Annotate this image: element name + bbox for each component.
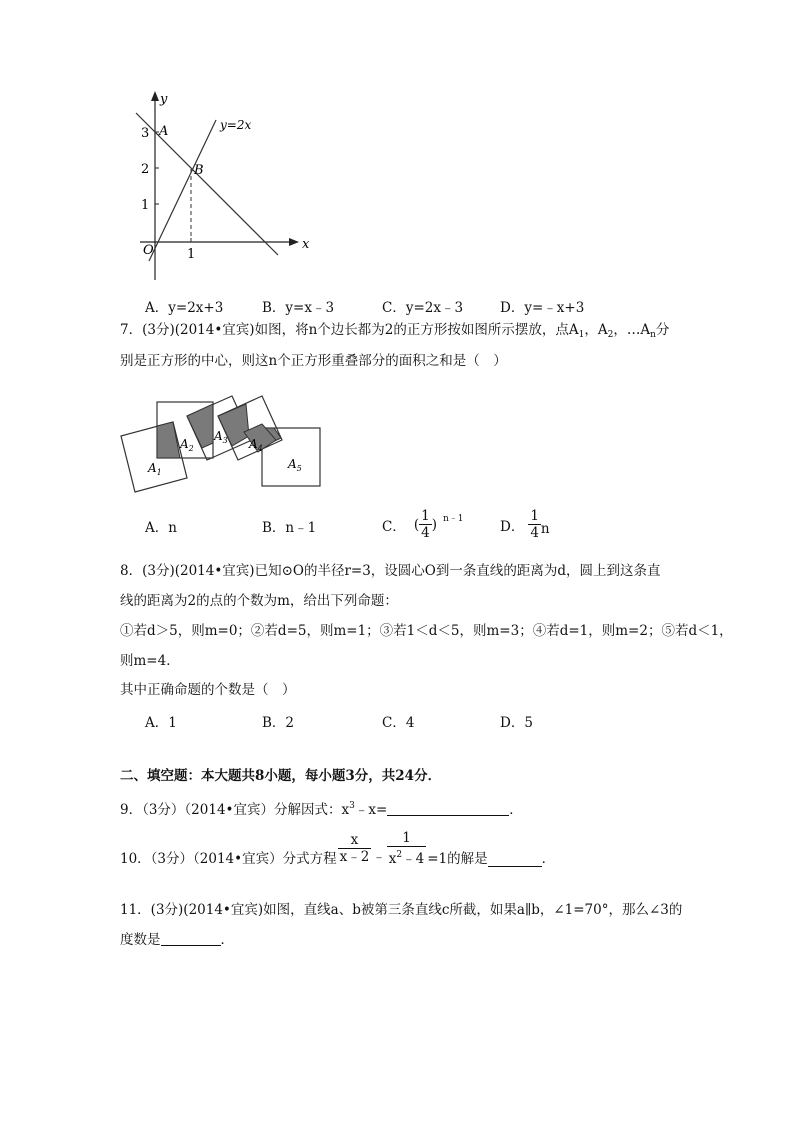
- tick-x-1: 1: [187, 247, 196, 262]
- tick-y-2: 2: [141, 162, 150, 177]
- q9-stem: 9．（3分）（2014•宜宾）分解因式：$x^3﹣x=$ ．: [120, 801, 523, 818]
- section-heading: 二、填空题：本大题共8小题，每小题3分，共24分．: [120, 768, 442, 784]
- q7-option-a[interactable]: A．n: [145, 520, 177, 536]
- y-axis-label: y: [160, 92, 168, 107]
- svg-text:A4: $A_4$: [249, 437, 263, 453]
- svg-text:A1: $A_1$: [148, 461, 162, 477]
- tick-y-3: 3: [141, 126, 150, 141]
- overlap-1: [157, 422, 180, 458]
- q6-option-d[interactable]: D．y=﹣x+3: [500, 300, 585, 316]
- q6-option-a[interactable]: A．y=2x+3: [145, 300, 224, 316]
- q6-option-c[interactable]: C．y=2x﹣3: [382, 300, 464, 316]
- q11-stem-line1: 11．(3分)(2014•宜宾)如图，直线a、b被第三条直线c所截，如果a∥b，∠1=70°，那么∠3的: [120, 902, 683, 918]
- q6-option-b[interactable]: B．y=x﹣3: [262, 300, 335, 316]
- q7-stem-line1: 7．(3分)(2014•宜宾)如图，将n个边长都为2的正方形按如图所示摆放，点$A_1$，$A_2$，$\dots A_n$分: [120, 322, 670, 340]
- q7-option-b[interactable]: B．n﹣1: [262, 520, 317, 536]
- q7-option-d[interactable]: D． $\frac{1}{4}$ n: [500, 508, 550, 541]
- point-b-label: B: [194, 163, 204, 178]
- q8-stem-line2: 线的距离为2的点的个数为m，给出下列命题：: [120, 593, 398, 609]
- q10-answer-blank[interactable]: [488, 852, 542, 867]
- line-decreasing: [136, 113, 278, 255]
- q8-option-c[interactable]: C．4: [382, 715, 415, 731]
- point-a-label: A: [159, 124, 169, 139]
- tick-y-1: 1: [141, 198, 150, 213]
- q7-stem-line2: 别是正方形的中心，则这n个正方形重叠部分的面积之和是（ ）: [120, 353, 507, 369]
- q9-answer-blank[interactable]: [387, 801, 509, 816]
- y-axis-arrow: [151, 91, 159, 101]
- q11-stem-line2: 度数是 ．: [120, 932, 234, 948]
- x-axis-label: x: [302, 237, 310, 252]
- q6-coordinate-graph: [110, 85, 330, 285]
- svg-text:A5: $A_5$: [288, 457, 302, 473]
- q8-stem-line5: 其中正确命题的个数是（ ）: [120, 682, 296, 698]
- x-axis-arrow: [289, 238, 299, 246]
- q8-stem-line4: 则m=4．: [120, 653, 180, 669]
- line-y-2x: [149, 120, 216, 261]
- q8-option-b[interactable]: B．2: [262, 715, 295, 731]
- svg-text:A2: $A_2$: [180, 437, 194, 453]
- q8-stem-line3: ①若d＞5，则m=0；②若d=5，则m=1；③若1＜d＜5，则m=3；④若d=1，则m=2；⑤若d＜1，: [120, 623, 733, 639]
- q8-option-a[interactable]: A．1: [145, 715, 177, 731]
- q7-option-c[interactable]: C． ( $\frac{1}{4}$ ) n﹣1: [382, 508, 464, 541]
- line-label: y=2x: [220, 118, 252, 132]
- svg-text:A3: $A_3$: [214, 429, 228, 445]
- q7-squares-figure: [118, 388, 328, 498]
- origin-label: O: [143, 243, 154, 258]
- q10-stem: 10．（3分）（2014•宜宾）分式方程 $\frac{x}{x﹣2}$ ﹣ $\frac{1}{x^2﹣4}$ =1的解是 ．: [120, 829, 556, 867]
- q8-option-d[interactable]: D．5: [500, 715, 533, 731]
- q11-answer-blank[interactable]: [161, 931, 221, 946]
- q8-stem-line1: 8．(3分)(2014•宜宾)已知⊙O的半径r=3，设圆心O到一条直线的距离为d，圆上到这条直: [120, 563, 661, 579]
